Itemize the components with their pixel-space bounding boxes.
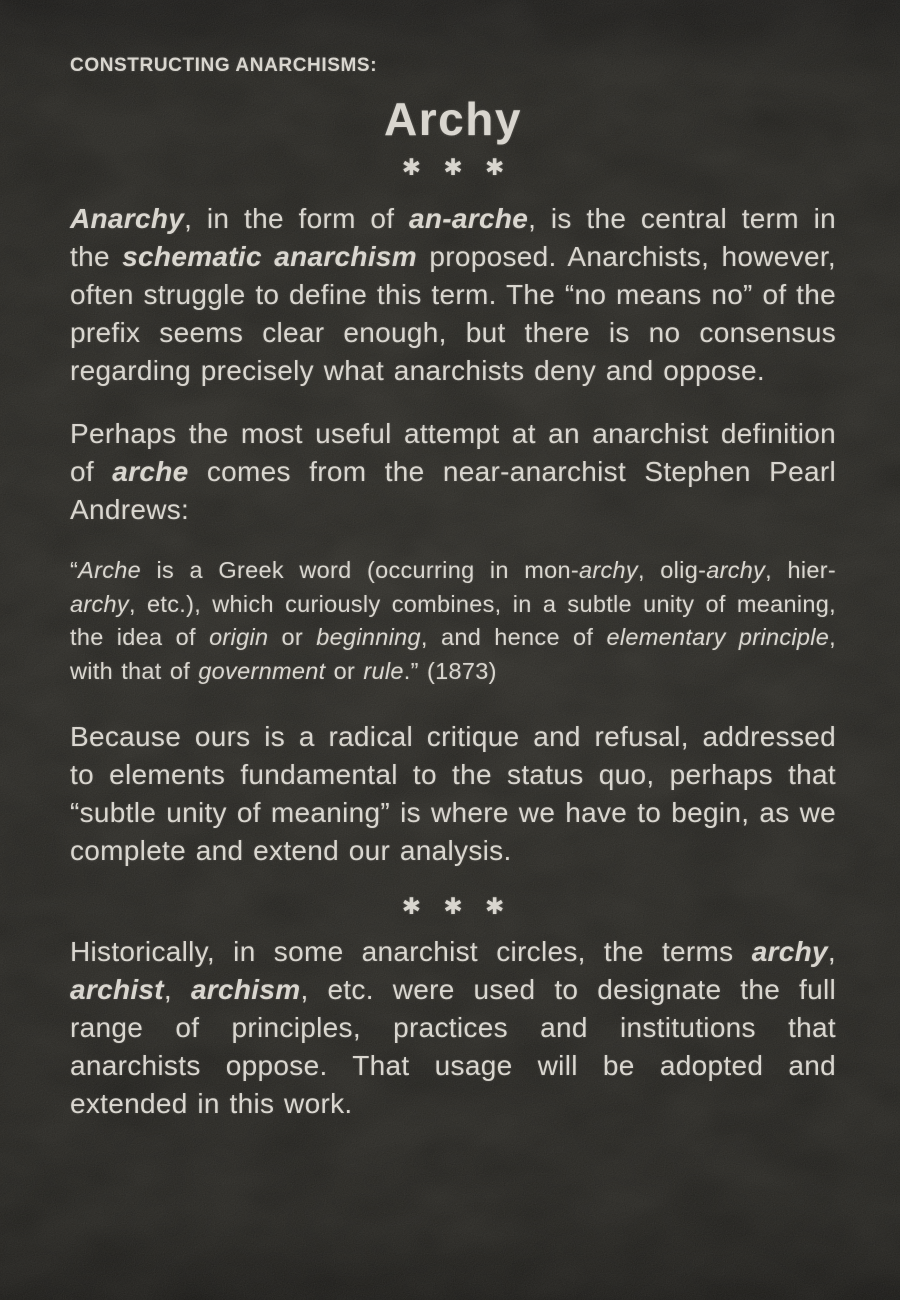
text-segment: elementary principle: [606, 624, 830, 650]
text-segment: archist: [70, 974, 164, 1005]
article: [70, 54, 836, 1148]
text-segment: ,: [827, 936, 836, 967]
text-segment: , hier-: [765, 557, 836, 583]
text-segment: archy: [706, 557, 766, 583]
text-segment: Anarchy: [70, 203, 185, 234]
text-segment: archy: [579, 557, 638, 583]
text-segment: ,: [163, 974, 191, 1005]
text-segment: archism: [190, 974, 301, 1005]
page-title: Archy: [384, 93, 522, 145]
text-segment: an-arche: [409, 203, 529, 234]
text-segment: , is the central term in the: [70, 203, 836, 272]
paragraph-definition: [70, 415, 836, 529]
text-segment: “: [70, 557, 79, 583]
text-segment: or: [268, 624, 317, 650]
text-segment: , etc.), which curiously combines, in a subtle unity of meaning, the idea of: [70, 590, 836, 650]
text-segment: Arche: [78, 557, 142, 583]
paragraph-historical: [70, 933, 836, 1123]
asterisk-divider-middle: ✱ ✱ ✱: [401, 893, 513, 919]
series-kicker: CONSTRUCTING ANARCHISMS:: [70, 55, 378, 76]
text-segment: Historically, in some anarchist circles, the terms: [70, 936, 752, 967]
text-segment: .” (1873): [403, 657, 497, 684]
text-segment: arche: [112, 456, 189, 487]
text-segment: rule: [363, 657, 404, 684]
text-segment: proposed. Anarchists, however, often struggle to define this term. The “no means no” of the prefix seems clear enough, but there is no consensus regarding precisely what anarchists deny and oppose.: [70, 241, 836, 386]
text-segment: , and hence of: [420, 624, 607, 650]
text-segment: archy: [751, 936, 828, 967]
blockquote-andrews: [70, 554, 836, 688]
text-segment: , etc. were used to designate the full range of principles, practices and institutions that anarchists oppose. That usage will be adopted and extended in this work.: [70, 974, 837, 1119]
text-segment: archy: [70, 590, 129, 617]
paragraph-intro: [70, 200, 836, 390]
text-segment: origin: [209, 624, 269, 650]
text-segment: , olig-: [637, 557, 707, 583]
text-segment: Perhaps the most useful attempt at an anarchist definition of: [70, 418, 836, 487]
text-segment: comes from the near-anarchist Stephen Pearl Andrews:: [70, 456, 836, 525]
text-segment: is a Greek word (occurring in mon-: [141, 557, 580, 583]
paragraph-critique: [70, 718, 836, 870]
text-segment: , with that of: [70, 624, 836, 684]
text-segment: Because ours is a radical critique and refusal, addressed to elements fundamental to the status quo, perhaps that “subtle unity of meaning” is where we have to begin, as we complete and extend our analysis.: [70, 721, 836, 866]
text-segment: government: [198, 657, 326, 684]
text-segment: schematic anarchism: [122, 241, 417, 272]
text-segment: , in the form of: [184, 203, 410, 234]
asterisk-divider-top: ✱ ✱ ✱: [401, 154, 513, 180]
text-segment: or: [325, 657, 364, 684]
text-segment: beginning: [316, 624, 421, 650]
